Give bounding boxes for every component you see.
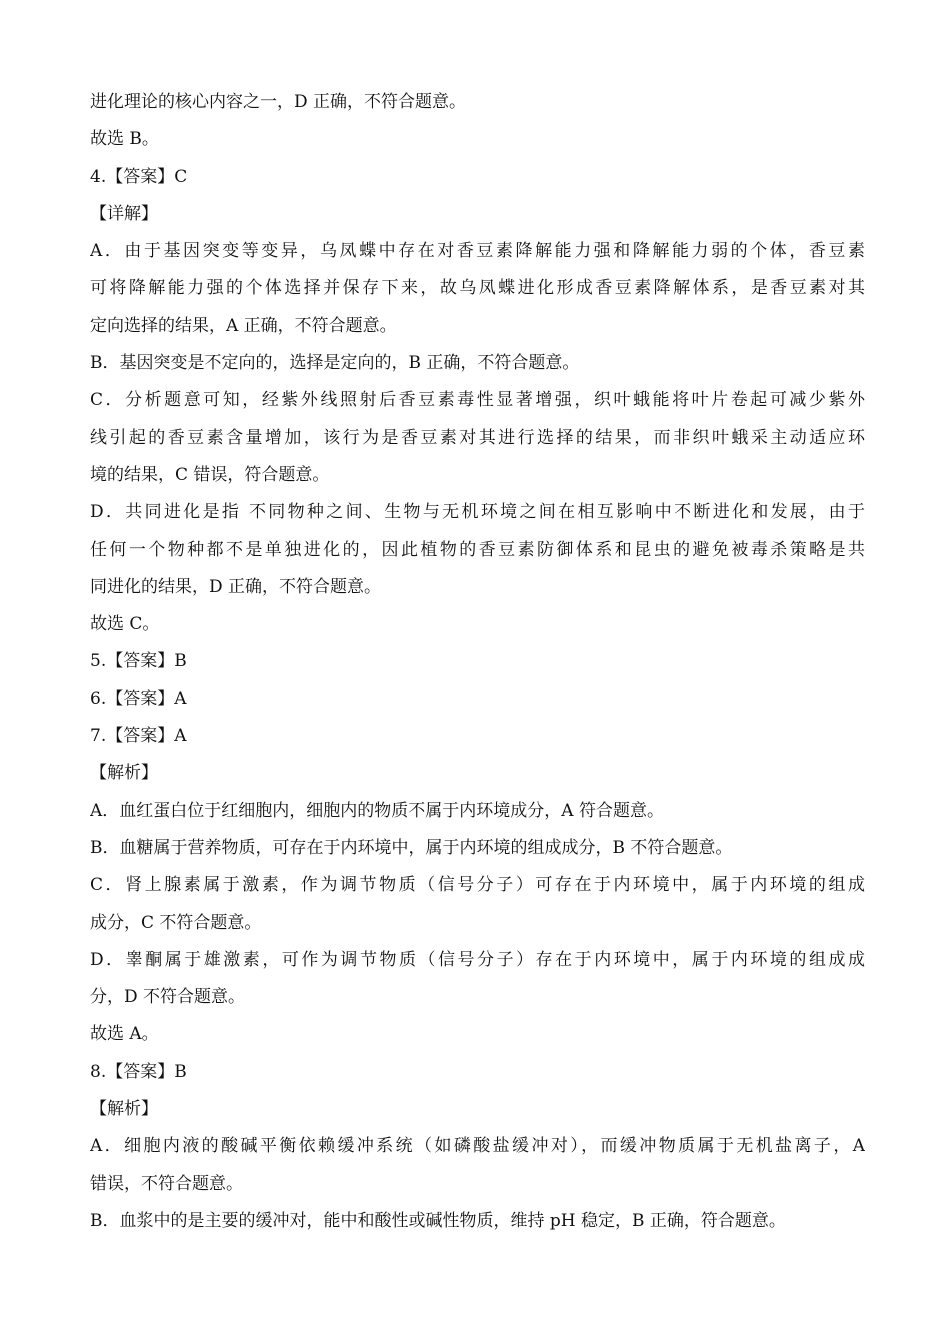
text-line: 任何一个物种都不是单独进化的，因此植物的香豆素防御体系和昆虫的避免被毒杀策略是共 xyxy=(90,539,865,560)
text-line: 可将降解能力强的个体选择并保存下来，故乌凤蝶进化形成香豆素降解体系，是香豆素对其 xyxy=(90,278,865,299)
text-line: C．肾上腺素属于激素，作为调节物质（信号分子）可存在于内环境中，属于内环境的组成 xyxy=(90,875,865,896)
analysis-heading: 【解析】 xyxy=(90,1099,158,1120)
answer-heading-8: 8.【答案】B xyxy=(90,1061,187,1082)
analysis-heading: 【解析】 xyxy=(90,763,158,784)
text-line: 成分，C 不符合题意。 xyxy=(90,912,262,933)
text-line: 分，D 不符合题意。 xyxy=(90,987,246,1008)
text-line: B．血浆中的是主要的缓冲对，能中和酸性或碱性物质，维持 pH 稳定，B 正确，符合题意。 xyxy=(90,1210,786,1231)
text-line: 进化理论的核心内容之一，D 正确，不符合题意。 xyxy=(90,92,467,112)
conclusion-line: 故选 C。 xyxy=(90,614,160,635)
conclusion-line: 故选 A。 xyxy=(90,1024,159,1045)
answer-heading-7: 7.【答案】A xyxy=(90,726,187,747)
text-line: 境的结果，C 错误，符合题意。 xyxy=(90,464,330,485)
text-line: A．细胞内液的酸碱平衡依赖缓冲系统（如磷酸盐缓冲对），而缓冲物质属于无机盐离子，A xyxy=(90,1136,865,1157)
text-line: C．分析题意可知，经紫外线照射后香豆素毒性显著增强，织叶蛾能将叶片卷起可减少紫外 xyxy=(90,390,865,411)
answer-heading-4: 4.【答案】C xyxy=(90,166,188,187)
page-content xyxy=(90,84,865,1240)
text-line: A．由于基因突变等变异，乌凤蝶中存在对香豆素降解能力强和降解能力弱的个体，香豆素 xyxy=(90,241,865,262)
text-line: B．血糖属于营养物质，可存在于内环境中，属于内环境的组成成分，B 不符合题意。 xyxy=(90,837,733,858)
text-line: D．共同进化是指 不同物种之间、生物与无机环境之间在相互影响中不断进化和发展，由于 xyxy=(90,502,865,523)
text-line: A．血红蛋白位于红细胞内，细胞内的物质不属于内环境成分，A 符合题意。 xyxy=(90,800,664,821)
conclusion-line: 故选 B。 xyxy=(90,129,159,150)
text-line: 定向选择的结果，A 正确，不符合题意。 xyxy=(90,315,397,336)
text-line: D．睾酮属于雄激素，可作为调节物质（信号分子）存在于内环境中，属于内环境的组成成 xyxy=(90,949,865,970)
answer-heading-6: 6.【答案】A xyxy=(90,688,187,709)
answer-heading-5: 5.【答案】B xyxy=(90,651,187,672)
text-line: 线引起的香豆素含量增加，该行为是香豆素对其进行选择的结果，而非织叶蛾采主动适应环 xyxy=(90,427,865,448)
text-line: 错误，不符合题意。 xyxy=(90,1173,243,1194)
text-line: B．基因突变是不定向的，选择是定向的，B 正确，不符合题意。 xyxy=(90,353,580,374)
explanation-heading: 【详解】 xyxy=(90,203,158,224)
text-line: 同进化的结果，D 正确，不符合题意。 xyxy=(90,576,382,597)
